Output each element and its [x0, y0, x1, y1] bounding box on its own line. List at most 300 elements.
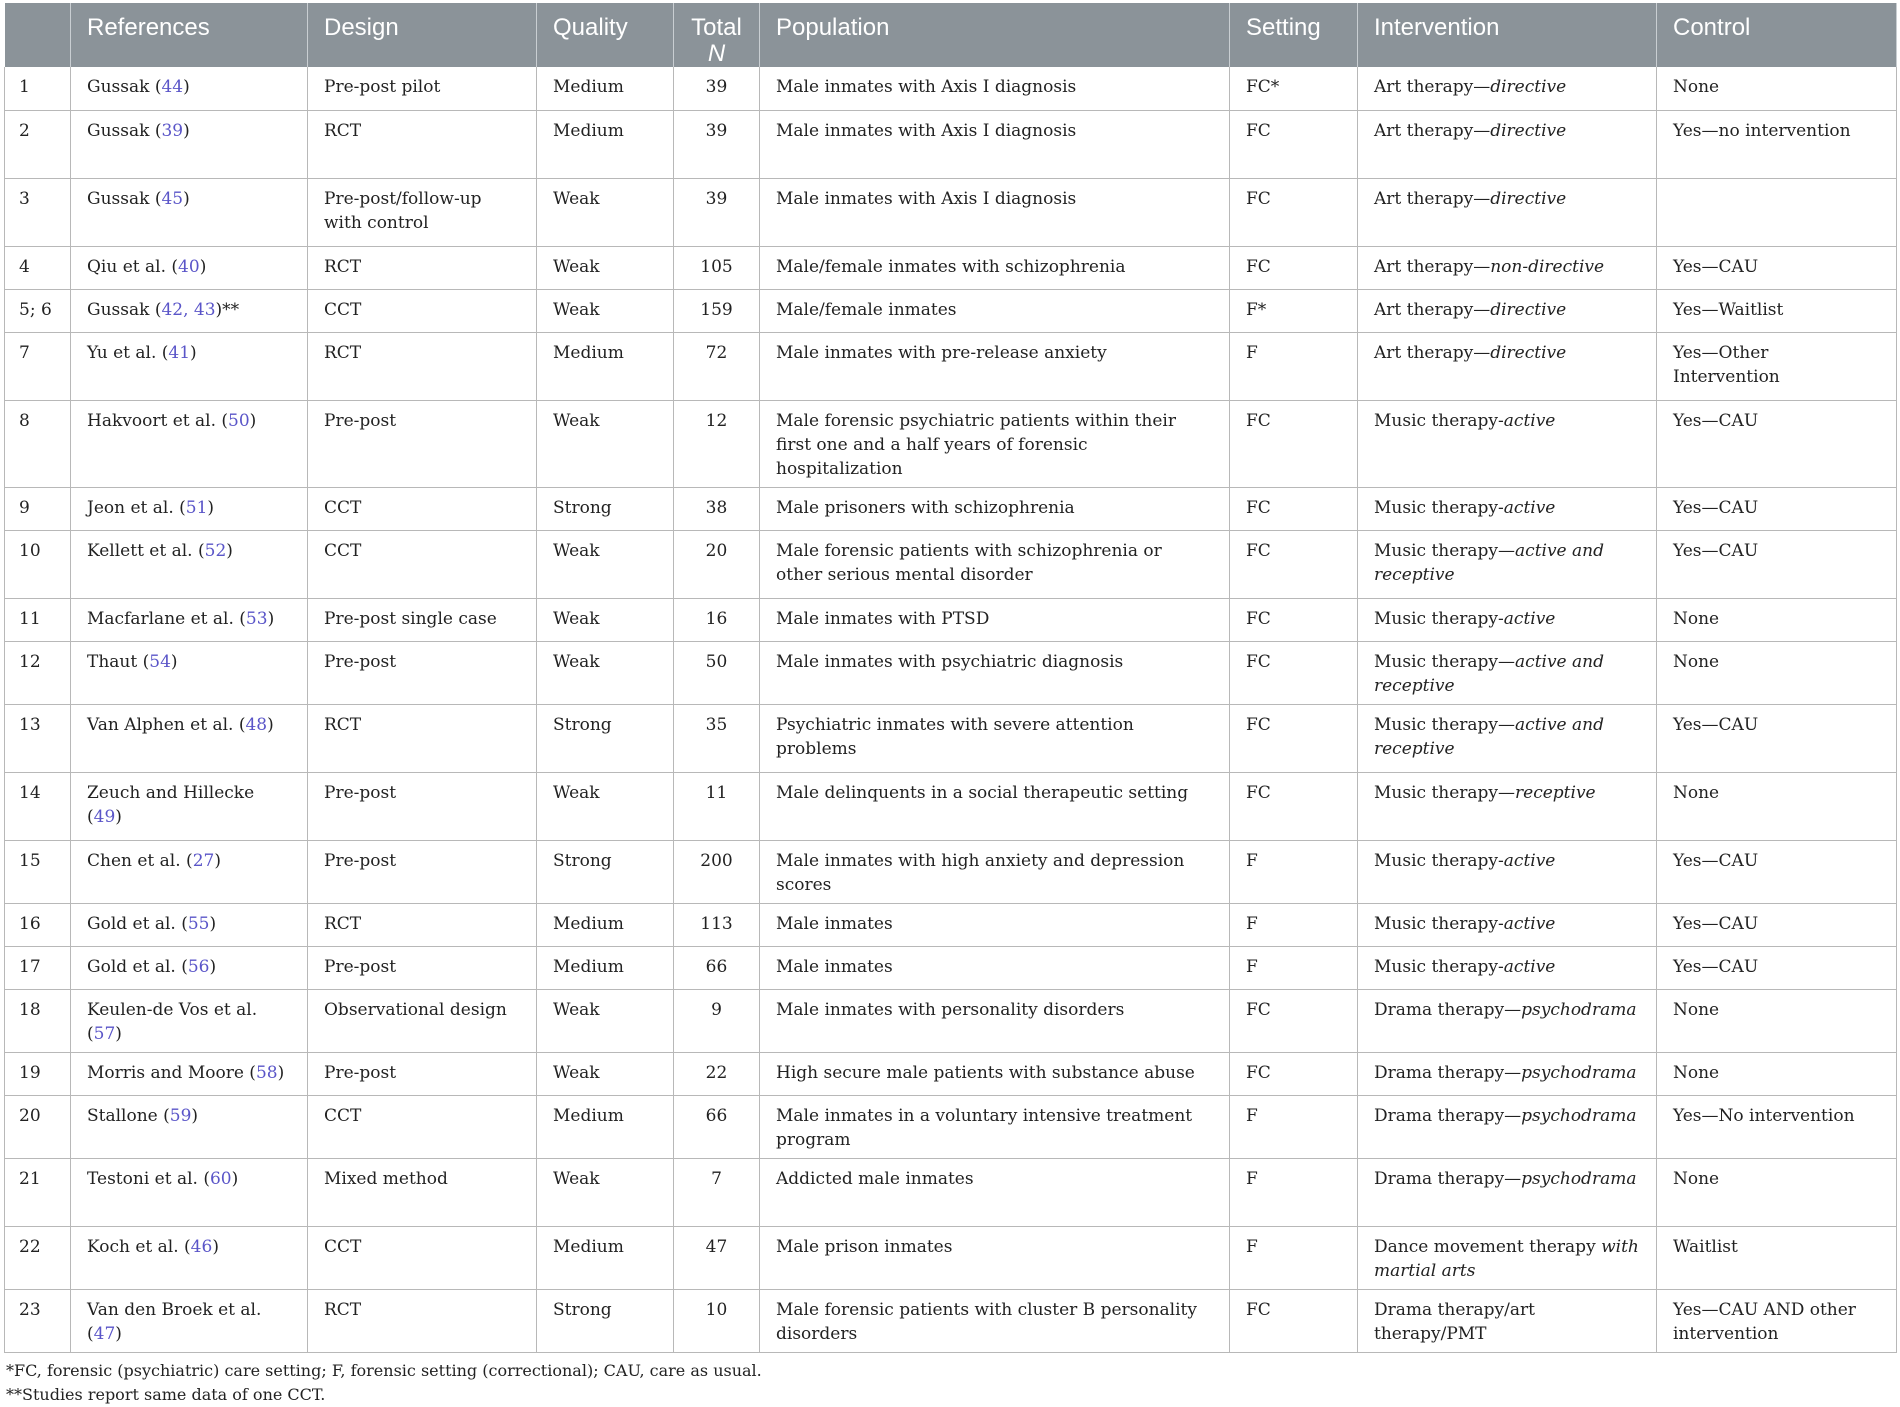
total-label: Total: [691, 14, 742, 41]
intervention-type: Music therapy—: [1374, 651, 1516, 672]
intervention-type: Music therapy-: [1374, 410, 1504, 431]
reference-cell: [71, 67, 308, 110]
design-cell: CCT: [308, 1226, 537, 1289]
reference-author: Macfarlane et al. (: [87, 608, 246, 629]
citation-link[interactable]: 56: [187, 956, 210, 977]
population-cell: Male inmates with high anxiety and depression scores: [760, 840, 1230, 903]
setting-cell: FC: [1230, 598, 1358, 641]
intervention-cell: [1358, 772, 1657, 840]
population-cell: Male forensic psychiatric patients within their first one and a half years of forensic hospitalization: [760, 400, 1230, 487]
design-cell: RCT: [308, 903, 537, 946]
reference-end: ): [183, 77, 190, 97]
reference-cell: [71, 1158, 308, 1226]
citation-link[interactable]: 46: [190, 1236, 213, 1257]
reference-cell: [71, 487, 308, 530]
control-cell: Yes—CAU: [1657, 840, 1897, 903]
col-index-header: [5, 3, 71, 67]
table-row: [5, 1095, 1897, 1158]
intervention-cell: [1358, 1226, 1657, 1289]
intervention-type: Music therapy—: [1374, 782, 1516, 803]
quality-cell: Strong: [537, 1289, 674, 1352]
reference-cell: [71, 530, 308, 598]
table-row: [5, 989, 1897, 1052]
setting-cell: FC: [1230, 178, 1358, 246]
design-cell: RCT: [308, 246, 537, 289]
quality-cell: Weak: [537, 289, 674, 332]
intervention-detail: psychodrama: [1521, 1105, 1637, 1126]
design-cell: Pre-post: [308, 840, 537, 903]
row-index: 15: [5, 840, 71, 903]
col-design-header: Design: [308, 3, 537, 67]
reference-end: ): [226, 540, 233, 561]
reference-end: ): [190, 342, 197, 363]
row-index: 20: [5, 1095, 71, 1158]
quality-cell: Medium: [537, 1226, 674, 1289]
reference-author: Chen et al. (: [87, 850, 193, 871]
total-n-cell: 7: [674, 1158, 760, 1226]
row-index: 16: [5, 903, 71, 946]
reference-end: ): [115, 806, 122, 827]
col-setting-header: Setting: [1230, 3, 1358, 67]
quality-cell: Weak: [537, 1052, 674, 1095]
col-control-header: Control: [1657, 3, 1897, 67]
citation-link[interactable]: 60: [209, 1168, 232, 1189]
intervention-detail: directive: [1490, 77, 1567, 97]
quality-cell: Weak: [537, 772, 674, 840]
reference-cell: [71, 641, 308, 704]
reference-cell: [71, 110, 308, 178]
total-n-label: N: [707, 40, 726, 67]
quality-cell: Medium: [537, 946, 674, 989]
intervention-detail: directive: [1490, 188, 1567, 209]
quality-cell: Weak: [537, 400, 674, 487]
setting-cell: F: [1230, 946, 1358, 989]
row-index: 5; 6: [5, 289, 71, 332]
col-intervention-header: Intervention: [1358, 3, 1657, 67]
population-cell: Male inmates with Axis I diagnosis: [760, 178, 1230, 246]
row-index: 11: [5, 598, 71, 641]
setting-cell: F: [1230, 840, 1358, 903]
table-row: [5, 1052, 1897, 1095]
table-row: [5, 289, 1897, 332]
intervention-cell: [1358, 1052, 1657, 1095]
intervention-detail: active and receptive: [1374, 651, 1604, 696]
intervention-type: Art therapy—: [1374, 120, 1491, 141]
row-index: 7: [5, 332, 71, 400]
population-cell: Male inmates with Axis I diagnosis: [760, 110, 1230, 178]
reference-end: ): [207, 497, 215, 518]
table-row: [5, 487, 1897, 530]
design-cell: Pre-post: [308, 641, 537, 704]
total-n-cell: 16: [674, 598, 760, 641]
design-cell: CCT: [308, 487, 537, 530]
table-row: [5, 1289, 1897, 1352]
reference-end: ): [170, 651, 178, 672]
total-n-cell: 105: [674, 246, 760, 289]
reference-cell: [71, 946, 308, 989]
citation-link[interactable]: 54: [149, 651, 171, 672]
citation-link[interactable]: 39: [161, 120, 184, 141]
row-index: 22: [5, 1226, 71, 1289]
population-cell: Male inmates in a voluntary intensive treatment program: [760, 1095, 1230, 1158]
row-index: 18: [5, 989, 71, 1052]
citation-link[interactable]: 27: [192, 850, 215, 871]
reference-end: ): [267, 608, 275, 629]
control-cell: None: [1657, 67, 1897, 110]
intervention-detail: receptive: [1515, 782, 1596, 803]
population-cell: Male inmates: [760, 946, 1230, 989]
table-row: [5, 530, 1897, 598]
setting-cell: FC: [1230, 1052, 1358, 1095]
reference-cell: [71, 1052, 308, 1095]
intervention-detail: psychodrama: [1521, 999, 1637, 1020]
reference-end: ): [212, 1236, 219, 1257]
reference-end: )**: [215, 299, 240, 320]
control-cell: Yes—Waitlist: [1657, 289, 1897, 332]
control-cell: Yes—CAU: [1657, 903, 1897, 946]
design-cell: Pre-post: [308, 772, 537, 840]
setting-cell: FC: [1230, 400, 1358, 487]
reference-author: Zeuch and Hillecke (: [87, 782, 255, 827]
footnotes: [4, 1359, 1896, 1407]
quality-cell: Medium: [537, 332, 674, 400]
setting-cell: FC: [1230, 989, 1358, 1052]
control-cell: Yes—no intervention: [1657, 110, 1897, 178]
table-row: [5, 903, 1897, 946]
table-row: [5, 67, 1897, 110]
population-cell: Male inmates with psychiatric diagnosis: [760, 641, 1230, 704]
total-n-cell: 9: [674, 989, 760, 1052]
setting-cell: FC: [1230, 704, 1358, 772]
population-cell: Male/female inmates: [760, 289, 1230, 332]
reference-author: Gold et al. (: [87, 956, 188, 977]
reference-cell: [71, 598, 308, 641]
intervention-detail: active: [1503, 410, 1556, 431]
setting-cell: F: [1230, 1226, 1358, 1289]
setting-cell: FC: [1230, 246, 1358, 289]
reference-cell: [71, 1289, 308, 1352]
row-index: 14: [5, 772, 71, 840]
setting-cell: FC: [1230, 110, 1358, 178]
intervention-cell: [1358, 946, 1657, 989]
citation-link[interactable]: 41: [168, 342, 191, 363]
total-n-cell: 113: [674, 903, 760, 946]
reference-author: Kellett et al. (: [87, 540, 205, 561]
total-n-cell: 200: [674, 840, 760, 903]
control-cell: Yes—CAU AND other intervention: [1657, 1289, 1897, 1352]
reference-author: Qiu et al. (: [87, 256, 179, 277]
control-cell: None: [1657, 641, 1897, 704]
intervention-detail: with martial arts: [1374, 1236, 1639, 1281]
row-index: 23: [5, 1289, 71, 1352]
reference-author: Gold et al. (: [87, 913, 188, 934]
intervention-cell: [1358, 67, 1657, 110]
citation-link[interactable]: 53: [245, 608, 268, 629]
table-row: [5, 332, 1897, 400]
reference-cell: [71, 989, 308, 1052]
setting-cell: FC: [1230, 1289, 1358, 1352]
citation-link[interactable]: 57: [93, 1023, 116, 1044]
reference-author: Van Alphen et al. (: [87, 714, 246, 735]
population-cell: Male prison inmates: [760, 1226, 1230, 1289]
reference-end: ): [209, 913, 217, 934]
citation-link[interactable]: 45: [161, 188, 184, 209]
intervention-type: Music therapy-: [1374, 956, 1504, 977]
control-cell: Yes—CAU: [1657, 704, 1897, 772]
row-index: 1: [5, 67, 71, 110]
total-n-cell: 10: [674, 1289, 760, 1352]
reference-cell: [71, 704, 308, 772]
intervention-type: Drama therapy/art therapy/PMT: [1374, 1299, 1535, 1344]
total-n-cell: 39: [674, 178, 760, 246]
reference-author: Gussak (: [87, 120, 162, 141]
row-index: 3: [5, 178, 71, 246]
intervention-detail: active: [1503, 956, 1556, 977]
quality-cell: Medium: [537, 903, 674, 946]
control-cell: None: [1657, 1052, 1897, 1095]
intervention-cell: [1358, 1289, 1657, 1352]
citation-link[interactable]: 44: [161, 77, 184, 97]
control-cell: None: [1657, 989, 1897, 1052]
intervention-type: Music therapy-: [1374, 850, 1504, 871]
reference-end: ): [214, 850, 221, 871]
intervention-type: Music therapy-: [1374, 913, 1504, 934]
reference-author: Gussak (: [87, 77, 162, 97]
population-cell: Male inmates: [760, 903, 1230, 946]
control-cell: Waitlist: [1657, 1226, 1897, 1289]
reference-author: Van den Broek et al. (: [87, 1299, 262, 1344]
total-n-cell: 35: [674, 704, 760, 772]
header-row: [5, 3, 1897, 67]
col-quality-header: Quality: [537, 3, 674, 67]
citation-link[interactable]: 52: [204, 540, 227, 561]
intervention-type: Music therapy—: [1374, 540, 1516, 561]
reference-author: Koch et al. (: [87, 1236, 191, 1257]
design-cell: CCT: [308, 1095, 537, 1158]
setting-cell: FC: [1230, 487, 1358, 530]
total-n-cell: 47: [674, 1226, 760, 1289]
quality-cell: Weak: [537, 1158, 674, 1226]
setting-cell: FC: [1230, 772, 1358, 840]
total-n-cell: 66: [674, 946, 760, 989]
reference-end: ): [115, 1323, 122, 1344]
total-n-cell: 72: [674, 332, 760, 400]
table-row: [5, 246, 1897, 289]
citation-link[interactable]: 48: [245, 714, 268, 735]
table-row: [5, 946, 1897, 989]
intervention-cell: [1358, 530, 1657, 598]
intervention-detail: active: [1503, 850, 1556, 871]
intervention-cell: [1358, 989, 1657, 1052]
intervention-detail: directive: [1490, 342, 1567, 363]
row-index: 17: [5, 946, 71, 989]
table-row: [5, 178, 1897, 246]
citation-link[interactable]: 55: [187, 913, 210, 934]
population-cell: Male inmates with pre-release anxiety: [760, 332, 1230, 400]
design-cell: Pre-post: [308, 946, 537, 989]
total-n-cell: 22: [674, 1052, 760, 1095]
design-cell: CCT: [308, 289, 537, 332]
intervention-type: Dance movement therapy: [1374, 1236, 1602, 1257]
reference-end: ): [183, 120, 190, 141]
population-cell: Psychiatric inmates with severe attention problems: [760, 704, 1230, 772]
reference-cell: [71, 400, 308, 487]
control-cell: None: [1657, 1158, 1897, 1226]
intervention-cell: [1358, 903, 1657, 946]
citation-link[interactable]: 42, 43: [161, 299, 216, 320]
intervention-cell: [1358, 289, 1657, 332]
population-cell: Male/female inmates with schizophrenia: [760, 246, 1230, 289]
reference-cell: [71, 178, 308, 246]
table-row: [5, 840, 1897, 903]
intervention-type: Drama therapy—: [1374, 999, 1522, 1020]
design-cell: RCT: [308, 1289, 537, 1352]
row-index: 21: [5, 1158, 71, 1226]
intervention-detail: active: [1503, 497, 1556, 518]
reference-end: ): [199, 256, 207, 277]
reference-cell: [71, 332, 308, 400]
setting-cell: F*: [1230, 289, 1358, 332]
table-row: [5, 400, 1897, 487]
row-index: 9: [5, 487, 71, 530]
reference-end: ): [231, 1168, 239, 1189]
intervention-type: Music therapy-: [1374, 608, 1504, 629]
population-cell: Addicted male inmates: [760, 1158, 1230, 1226]
control-cell: None: [1657, 598, 1897, 641]
intervention-cell: [1358, 110, 1657, 178]
row-index: 8: [5, 400, 71, 487]
citation-link[interactable]: 40: [178, 256, 200, 277]
quality-cell: Medium: [537, 1095, 674, 1158]
intervention-cell: [1358, 1158, 1657, 1226]
intervention-type: Art therapy—: [1374, 299, 1491, 320]
total-n-cell: 38: [674, 487, 760, 530]
population-cell: Male inmates with Axis I diagnosis: [760, 67, 1230, 110]
reference-author: Hakvoort et al. (: [87, 410, 229, 431]
design-cell: CCT: [308, 530, 537, 598]
table-row: [5, 1158, 1897, 1226]
col-population-header: Population: [760, 3, 1230, 67]
reference-end: ): [183, 188, 190, 209]
intervention-type: Drama therapy—: [1374, 1168, 1522, 1189]
total-n-cell: 39: [674, 67, 760, 110]
quality-cell: Strong: [537, 487, 674, 530]
citation-link[interactable]: 49: [93, 806, 116, 827]
reference-end: ): [277, 1062, 285, 1083]
intervention-detail: directive: [1490, 299, 1567, 320]
citation-link[interactable]: 58: [255, 1062, 278, 1083]
table-row: [5, 1226, 1897, 1289]
intervention-detail: psychodrama: [1521, 1062, 1637, 1083]
population-cell: Male delinquents in a social therapeutic setting: [760, 772, 1230, 840]
reference-end: ): [115, 1023, 122, 1044]
reference-author: Keulen-de Vos et al. (: [87, 999, 258, 1044]
setting-cell: F: [1230, 1158, 1358, 1226]
quality-cell: Medium: [537, 67, 674, 110]
quality-cell: Weak: [537, 178, 674, 246]
design-cell: Observational design: [308, 989, 537, 1052]
control-cell: Yes—No intervention: [1657, 1095, 1897, 1158]
quality-cell: Weak: [537, 598, 674, 641]
total-n-cell: 66: [674, 1095, 760, 1158]
row-index: 2: [5, 110, 71, 178]
studies-table: [4, 3, 1897, 1353]
table-body: [5, 67, 1897, 1352]
design-cell: RCT: [308, 110, 537, 178]
citation-link[interactable]: 51: [185, 497, 208, 518]
intervention-type: Drama therapy—: [1374, 1105, 1522, 1126]
table-row: [5, 641, 1897, 704]
quality-cell: Strong: [537, 704, 674, 772]
intervention-cell: [1358, 641, 1657, 704]
design-cell: RCT: [308, 704, 537, 772]
row-index: 10: [5, 530, 71, 598]
reference-author: Gussak (: [87, 188, 162, 209]
table-row: [5, 110, 1897, 178]
intervention-detail: active: [1503, 913, 1556, 934]
design-cell: RCT: [308, 332, 537, 400]
population-cell: Male prisoners with schizophrenia: [760, 487, 1230, 530]
reference-author: Gussak (: [87, 299, 162, 320]
control-cell: Yes—CAU: [1657, 487, 1897, 530]
design-cell: Pre-post pilot: [308, 67, 537, 110]
total-n-cell: 11: [674, 772, 760, 840]
quality-cell: Medium: [537, 110, 674, 178]
reference-cell: [71, 1095, 308, 1158]
setting-cell: F: [1230, 903, 1358, 946]
reference-end: ): [249, 410, 257, 431]
quality-cell: Weak: [537, 641, 674, 704]
reference-cell: [71, 772, 308, 840]
design-cell: Pre-post single case: [308, 598, 537, 641]
design-cell: Pre-post: [308, 400, 537, 487]
citation-link[interactable]: 59: [169, 1105, 192, 1126]
population-cell: Male inmates with personality disorders: [760, 989, 1230, 1052]
intervention-type: Drama therapy—: [1374, 1062, 1522, 1083]
control-cell: None: [1657, 772, 1897, 840]
setting-cell: FC: [1230, 530, 1358, 598]
control-cell: Yes—CAU: [1657, 400, 1897, 487]
reference-author: Testoni et al. (: [87, 1168, 210, 1189]
control-cell: Yes—Other Intervention: [1657, 332, 1897, 400]
total-n-cell: 159: [674, 289, 760, 332]
population-cell: High secure male patients with substance abuse: [760, 1052, 1230, 1095]
quality-cell: Weak: [537, 989, 674, 1052]
row-index: 4: [5, 246, 71, 289]
intervention-cell: [1358, 400, 1657, 487]
citation-link[interactable]: 50: [228, 410, 250, 431]
quality-cell: Strong: [537, 840, 674, 903]
control-cell: Yes—CAU: [1657, 246, 1897, 289]
intervention-cell: [1358, 332, 1657, 400]
reference-end: ): [267, 714, 274, 735]
intervention-cell: [1358, 598, 1657, 641]
intervention-detail: directive: [1490, 120, 1567, 141]
footnote-same-data: **Studies report same data of one CCT.: [6, 1384, 326, 1404]
row-index: 12: [5, 641, 71, 704]
citation-link[interactable]: 47: [93, 1323, 116, 1344]
quality-cell: Weak: [537, 530, 674, 598]
table-container: [4, 3, 1896, 1407]
total-n-cell: 12: [674, 400, 760, 487]
reference-author: Yu et al. (: [87, 342, 169, 363]
design-cell: Mixed method: [308, 1158, 537, 1226]
intervention-cell: [1358, 840, 1657, 903]
intervention-type: Art therapy—: [1374, 77, 1491, 97]
intervention-type: Art therapy—: [1374, 188, 1491, 209]
total-n-cell: 39: [674, 110, 760, 178]
intervention-cell: [1358, 1095, 1657, 1158]
